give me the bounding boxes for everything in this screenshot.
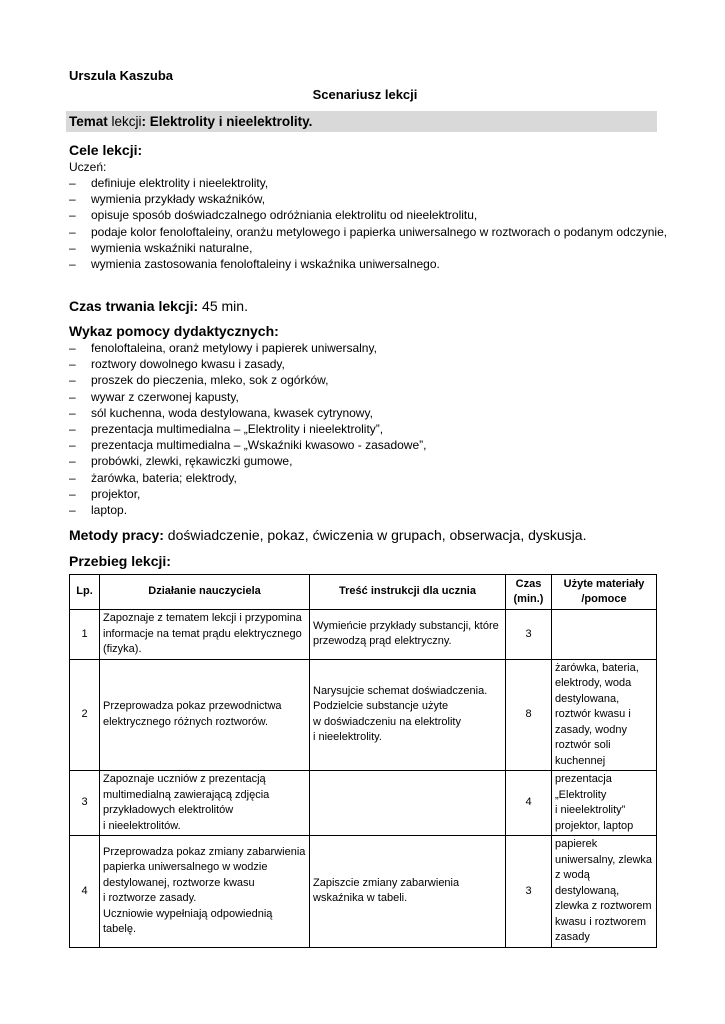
aid-item-text: roztwory dowolnego kwasu i zasady, (91, 357, 285, 372)
aid-item (69, 340, 669, 356)
cell-time: 3 (506, 610, 552, 660)
dash-bullet: – (69, 357, 76, 372)
cell-student: Wymieńcie przykłady substancji, które przewodzą prąd elektryczny. (310, 610, 506, 660)
goals-section (69, 141, 669, 272)
goal-item (69, 224, 669, 240)
goals-list (69, 175, 669, 272)
table-row (70, 610, 657, 660)
cell-teacher: Przeprowadza pokaz zmiany zabarwienia papierka uniwersalnego w wodzie destylowanej, roztworze kwasu i roztworze zasady. Uczniowie wypełniają odpowiednią tabelę. (100, 836, 310, 948)
aid-item-text: laptop. (91, 503, 128, 518)
topic-label-rest: lekcji (107, 114, 142, 129)
cell-student (310, 771, 506, 836)
goal-item-text: wymienia przykłady wskaźników, (91, 192, 266, 207)
goal-item-text: definiuje elektrolity i nieelektrolity, (91, 176, 269, 190)
cell-student: Narysujcie schemat doświadczenia. Podzielcie substancje użyte w doświadczeniu na elektrolity i nieelektrolity. (310, 659, 506, 771)
dash-bullet: – (69, 257, 76, 272)
aids-list (69, 340, 669, 518)
goal-item (69, 240, 669, 256)
dash-bullet: – (69, 454, 76, 469)
course-heading: Przebieg lekcji: (69, 553, 171, 569)
aid-item-text: wywar z czerwonej kapusty, (91, 389, 239, 404)
col-materials-header: Użyte materiały /pomoce (552, 575, 657, 610)
dash-bullet: – (69, 405, 76, 420)
aid-item-text: sól kuchenna, woda destylowana, kwasek cytrynowy, (91, 405, 373, 420)
dash-bullet: – (69, 503, 76, 518)
dash-bullet: – (69, 192, 76, 207)
goal-item (69, 256, 669, 272)
cell-lp: 4 (70, 836, 100, 948)
dash-bullet: – (69, 470, 76, 485)
aid-item-text: proszek do pieczenia, mleko, sok z ogórków, (91, 373, 329, 388)
cell-materials: papierek uniwersalny, zlewka z wodą destylowaną, zlewka z roztworem kwasu i roztworem zasady (552, 836, 657, 948)
methods-value: doświadczenie, pokaz, ćwiczenia w grupach, obserwacja, dyskusja. (163, 527, 587, 543)
goals-subject: Uczeń: (69, 160, 107, 174)
col-time-header: Czas (min.) (506, 575, 552, 610)
document-title: Scenariusz lekcji (312, 87, 418, 102)
table-row (70, 836, 657, 948)
cell-time: 8 (506, 659, 552, 771)
aid-item-text: prezentacja multimedialna – „Elektrolity i nieelektrolity”, (91, 422, 384, 437)
aid-item (69, 389, 669, 405)
aids-heading: Wykaz pomocy dydaktycznych: (69, 323, 279, 339)
col-student-instruction-header: Treść instrukcji dla ucznia (310, 575, 506, 610)
goal-item-text: wymienia zastosowania fenoloftaleiny i wskaźnika uniwersalnego. (91, 257, 440, 272)
course-table-header (70, 575, 657, 610)
aid-item-text: prezentacja multimedialna – „Wskaźniki kwasowo - zasadowe”, (91, 438, 427, 453)
cell-time: 4 (506, 771, 552, 836)
cell-teacher: Przeprowadza pokaz przewodnictwa elektrycznego różnych roztworów. (100, 659, 310, 771)
aid-item (69, 437, 669, 453)
cell-lp: 3 (70, 771, 100, 836)
goal-item-text: podaje kolor fenoloftaleiny, oranżu metylowego i papierka uniwersalnego w roztworach o podanym odczynie, (91, 224, 668, 239)
topic-bar (66, 111, 657, 132)
dash-bullet: – (69, 176, 76, 190)
dash-bullet: – (69, 224, 76, 239)
aid-item (69, 502, 669, 518)
dash-bullet: – (69, 208, 76, 223)
cell-teacher: Zapoznaje z tematem lekcji i przypomina informacje na temat prądu elektrycznego (fizyka). (100, 610, 310, 660)
dash-bullet: – (69, 389, 76, 404)
cell-materials: żarówka, bateria, elektrody, woda destylowana, roztwór kwasu i zasady, wodny roztwór soli kuchennej (552, 659, 657, 771)
aid-item-text: żarówka, bateria; elektrody, (91, 470, 237, 485)
duration-line (69, 297, 669, 315)
table-row (70, 771, 657, 836)
author-name: Urszula Kaszuba (69, 68, 174, 83)
col-teacher-action-header: Działanie nauczyciela (100, 575, 310, 610)
aid-item (69, 421, 669, 437)
aid-item (69, 356, 669, 372)
aids-section (69, 322, 669, 518)
aid-item-text: projektor, (91, 486, 141, 501)
dash-bullet: – (69, 373, 76, 388)
course-table (69, 574, 657, 948)
cell-time: 3 (506, 836, 552, 948)
goal-item (69, 191, 669, 207)
methods-line (69, 526, 669, 544)
aid-item (69, 372, 669, 388)
cell-materials: prezentacja „Elektrolity i nieelektrolity” projektor, laptop (552, 771, 657, 836)
cell-lp: 2 (70, 659, 100, 771)
aid-item (69, 470, 669, 486)
goal-item-text: opisuje sposób doświadczalnego odróżniania elektrolitu od nieelektrolitu, (91, 208, 478, 223)
topic-label: Temat (69, 114, 108, 129)
aid-item (69, 453, 669, 469)
topic-value: : Elektrolity i nieelektrolity. (141, 114, 313, 129)
dash-bullet: – (69, 438, 76, 453)
course-table-body (70, 610, 657, 948)
goals-heading: Cele lekcji: (69, 142, 143, 158)
aid-item-text: probówki, zlewki, rękawiczki gumowe, (91, 454, 293, 469)
duration-label: Czas trwania lekcji: (69, 298, 199, 314)
cell-lp: 1 (70, 610, 100, 660)
aid-item (69, 405, 669, 421)
col-lp-header: Lp. (70, 575, 100, 610)
goal-item (69, 175, 669, 191)
cell-teacher: Zapoznaje uczniów z prezentacją multimedialną zawierającą zdjęcia przykładowych elektrolitów i nieelektrolitów. (100, 771, 310, 836)
methods-label: Metody pracy: (69, 527, 164, 543)
cell-student: Zapiszcie zmiany zabarwienia wskaźnika w tabeli. (310, 836, 506, 948)
goal-item (69, 207, 669, 223)
dash-bullet: – (69, 240, 76, 255)
cell-materials (552, 610, 657, 660)
dash-bullet: – (69, 486, 76, 501)
aid-item-text: fenoloftaleina, oranż metylowy i papierek uniwersalny, (91, 341, 377, 355)
table-row (70, 659, 657, 771)
dash-bullet: – (69, 341, 76, 355)
dash-bullet: – (69, 422, 76, 437)
goal-item-text: wymienia wskaźniki naturalne, (91, 240, 253, 255)
duration-value: 45 min. (198, 298, 248, 314)
aid-item (69, 486, 669, 502)
